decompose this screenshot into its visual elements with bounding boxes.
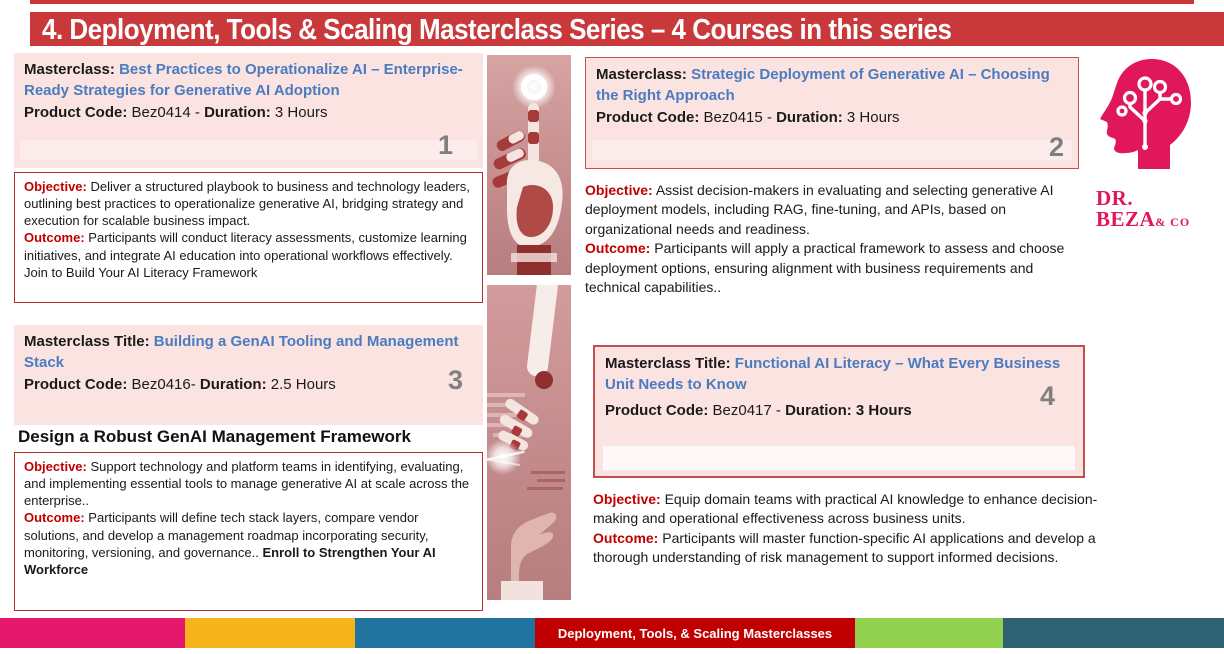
card-3-subheading: Design a Robust GenAI Management Framework [18, 427, 411, 446]
card-2-duration-label: Duration: [776, 108, 843, 126]
card-4-duration-label: Duration: [785, 401, 852, 419]
brand-logo [1096, 55, 1208, 230]
card-4-product-code-label: Product Code: [605, 401, 709, 419]
card-1-objective-label: Objective: [24, 179, 87, 194]
card-4-product-code-value: Bez0417 - [712, 401, 781, 419]
card-2-number: 2 [1048, 131, 1064, 162]
card-1-outcome-label: Outcome: [24, 230, 85, 246]
card-2-product-code-label: Product Code: [596, 108, 700, 126]
card-2-masterclass-label: Masterclass: [596, 66, 687, 83]
footer-bar [0, 618, 1224, 648]
card-1-highlight-strip [20, 140, 477, 160]
card-3-objective-text: Support technology and platform teams in identifying, evaluating, and implementing essential tools to manage generative AI at scale across the enterprise.. [24, 459, 470, 509]
card-1-product-code-value: Bez0414 - [131, 103, 200, 121]
card-4-outcome-text: Participants will master function-specific AI applications and develop a thorough understanding of risk management to support informed decisions. [593, 529, 1096, 566]
card-2-product-code-value: Bez0415 - [703, 108, 772, 126]
card-4-header-box [593, 345, 1085, 478]
footer-masterclasses-label: Deployment, Tools, & Scaling Masterclasses [557, 625, 833, 641]
human-robot-hands-illustration [487, 285, 571, 600]
card-2-objective-label: Objective: [585, 182, 653, 198]
footer-segment-1 [0, 618, 185, 648]
card-3-duration-label: Duration: [199, 375, 267, 393]
header-banner [30, 12, 1224, 46]
card-2-outcome-label: Outcome: [585, 240, 651, 257]
card-1-masterclass-label: Masterclass: [24, 61, 115, 78]
footer-segment-5 [855, 618, 1003, 648]
brain-circuit-head-icon [1096, 55, 1200, 179]
logo-line-2: BEZA [1096, 207, 1156, 231]
card-2-masterclass-title: Strategic Deployment of Generative AI – Choosing the Right Approach [596, 66, 1050, 105]
page-title: 4. Deployment, Tools & Scaling Masterclass Series – 4 Courses in this series [42, 11, 952, 46]
card-4-number: 4 [1039, 381, 1055, 411]
footer-segment-6 [1003, 618, 1224, 648]
card-4-masterclass-title: Functional AI Literacy – What Every Business Unit Needs to Know [605, 355, 1061, 394]
card-1-masterclass-title: Best Practices to Operationalize AI – Enterprise-Ready Strategies for Generative AI Adoption [24, 61, 463, 100]
card-3-objective-label: Objective: [24, 459, 87, 474]
footer-segment-3 [355, 618, 535, 648]
card-2-objective-block [585, 181, 1090, 298]
card-3-product-code-label: Product Code: [24, 375, 128, 393]
card-3-masterclass-label: Masterclass Title: [24, 333, 150, 350]
card-1-duration-label: Duration: [204, 103, 271, 121]
card-2-highlight-strip [592, 140, 1072, 160]
card-1-number: 1 [437, 129, 453, 160]
card-1-product-code-label: Product Code: [24, 103, 128, 121]
card-2-objective-text: Assist decision-makers in evaluating and selecting generative AI deployment models, including RAG, fine-tuning, and APIs, based on organizational needs and readiness. [585, 182, 1054, 237]
card-1-header-box [14, 53, 483, 168]
card-3-masterclass-title: Building a GenAI Tooling and Management Stack [24, 333, 459, 372]
card-1-duration-value: 3 Hours [274, 103, 328, 121]
card-3-objective-box [14, 452, 483, 611]
card-3-outcome-text: Participants will define tech stack layers, compare vendor solutions, and develop a management roadmap incorporating security, monitoring, versioning, and governance.. [24, 510, 429, 560]
card-2-header-box [585, 57, 1079, 169]
card-3-duration-value: 2.5 Hours [270, 375, 336, 393]
card-4-highlight-strip [603, 446, 1075, 470]
card-4-duration-value: 3 Hours [855, 401, 912, 419]
logo-suffix: & CO [1155, 215, 1191, 229]
card-3-header-box [14, 325, 483, 425]
footer-segment-4 [535, 618, 855, 648]
card-4-objective-label: Objective: [593, 491, 661, 507]
card-3-product-code-value: Bez0416- [131, 375, 196, 393]
card-1-objective-box [14, 172, 483, 303]
card-4-objective-text: Equip domain teams with practical AI knowledge to enhance decision-making and operational effectiveness across business units. [593, 491, 1098, 527]
card-1-objective-text: Deliver a structured playbook to business and technology leaders, outlining best practices to operationalize generative AI, bridging strategy and execution for scalable business impact. [24, 179, 470, 229]
card-4-masterclass-label: Masterclass Title: [605, 355, 731, 372]
logo-line-1: DR. [1096, 186, 1134, 210]
card-2-duration-value: 3 Hours [846, 108, 900, 126]
robot-hand-ring-image [487, 55, 571, 275]
card-3-outcome-label: Outcome: [24, 510, 85, 526]
card-1-outcome-text: Participants will conduct literacy assessments, customize learning initiatives, and integrate AI education into operational workflows effectively. Join to Build Your AI Literacy Framework [24, 230, 467, 280]
card-3-number: 3 [447, 365, 463, 395]
robot-hand-ring-illustration [487, 55, 571, 275]
footer-segment-2 [185, 618, 355, 648]
card-4-outcome-label: Outcome: [593, 529, 659, 546]
card-2-outcome-text: Participants will apply a practical framework to assess and choose deployment options, ensuring alignment with business requirements and technical capabilities.. [585, 240, 1065, 296]
human-robot-hands-image [487, 285, 571, 600]
top-accent-line [30, 0, 1194, 4]
card-4-objective-block [593, 490, 1105, 568]
card-3-outcome-emphasis: Enroll to Strengthen Your AI Workforce [24, 544, 436, 577]
